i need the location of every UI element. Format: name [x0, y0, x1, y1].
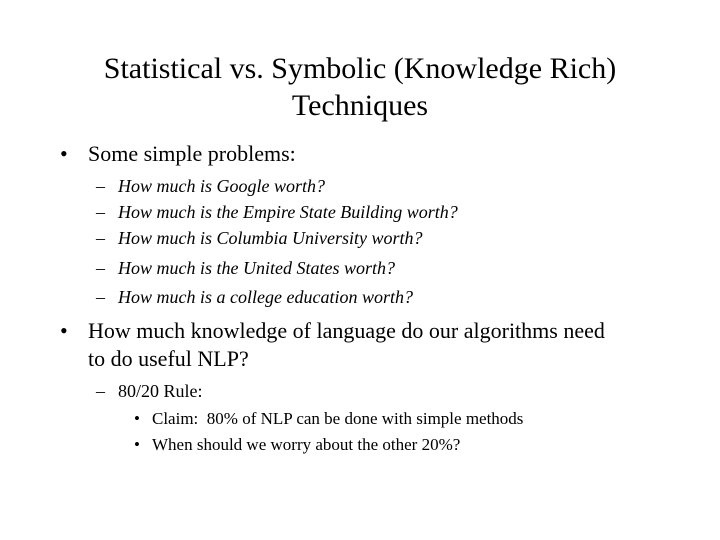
- title-line-2: Techniques: [291, 89, 429, 122]
- bullet-marker: •: [60, 141, 68, 166]
- dash-marker: –: [96, 176, 105, 196]
- dash-marker: –: [96, 381, 105, 401]
- bullet-marker: •: [134, 409, 140, 428]
- list-item-text: How much is a college education worth?: [118, 287, 413, 307]
- dash-marker: –: [96, 202, 105, 222]
- dash-marker: –: [96, 258, 105, 278]
- list-item-text: How much is the United States worth?: [118, 258, 395, 278]
- bullet-marker: •: [134, 435, 140, 454]
- slide-title: [60, 50, 660, 124]
- list-item-text: How much is Columbia University worth?: [118, 228, 423, 248]
- bullet-text-line-2: to do useful NLP?: [88, 346, 249, 371]
- list-item-text: Claim: 80% of NLP can be done with simple methods: [152, 409, 524, 428]
- list-item-text: How much is the Empire State Building worth?: [118, 202, 458, 222]
- list-item-text: How much is Google worth?: [118, 176, 325, 196]
- list-item-text: When should we worry about the other 20%?: [152, 435, 461, 454]
- bullet-marker: •: [60, 318, 68, 343]
- dash-marker: –: [96, 228, 105, 248]
- bullet-text: Some simple problems:: [88, 141, 296, 166]
- dash-marker: –: [96, 287, 105, 307]
- bullet-text-line-1: How much knowledge of language do our algorithms need: [88, 318, 605, 343]
- sub-bullet-text: 80/20 Rule:: [118, 381, 203, 401]
- title-line-1: Statistical vs. Symbolic (Knowledge Rich): [103, 52, 617, 85]
